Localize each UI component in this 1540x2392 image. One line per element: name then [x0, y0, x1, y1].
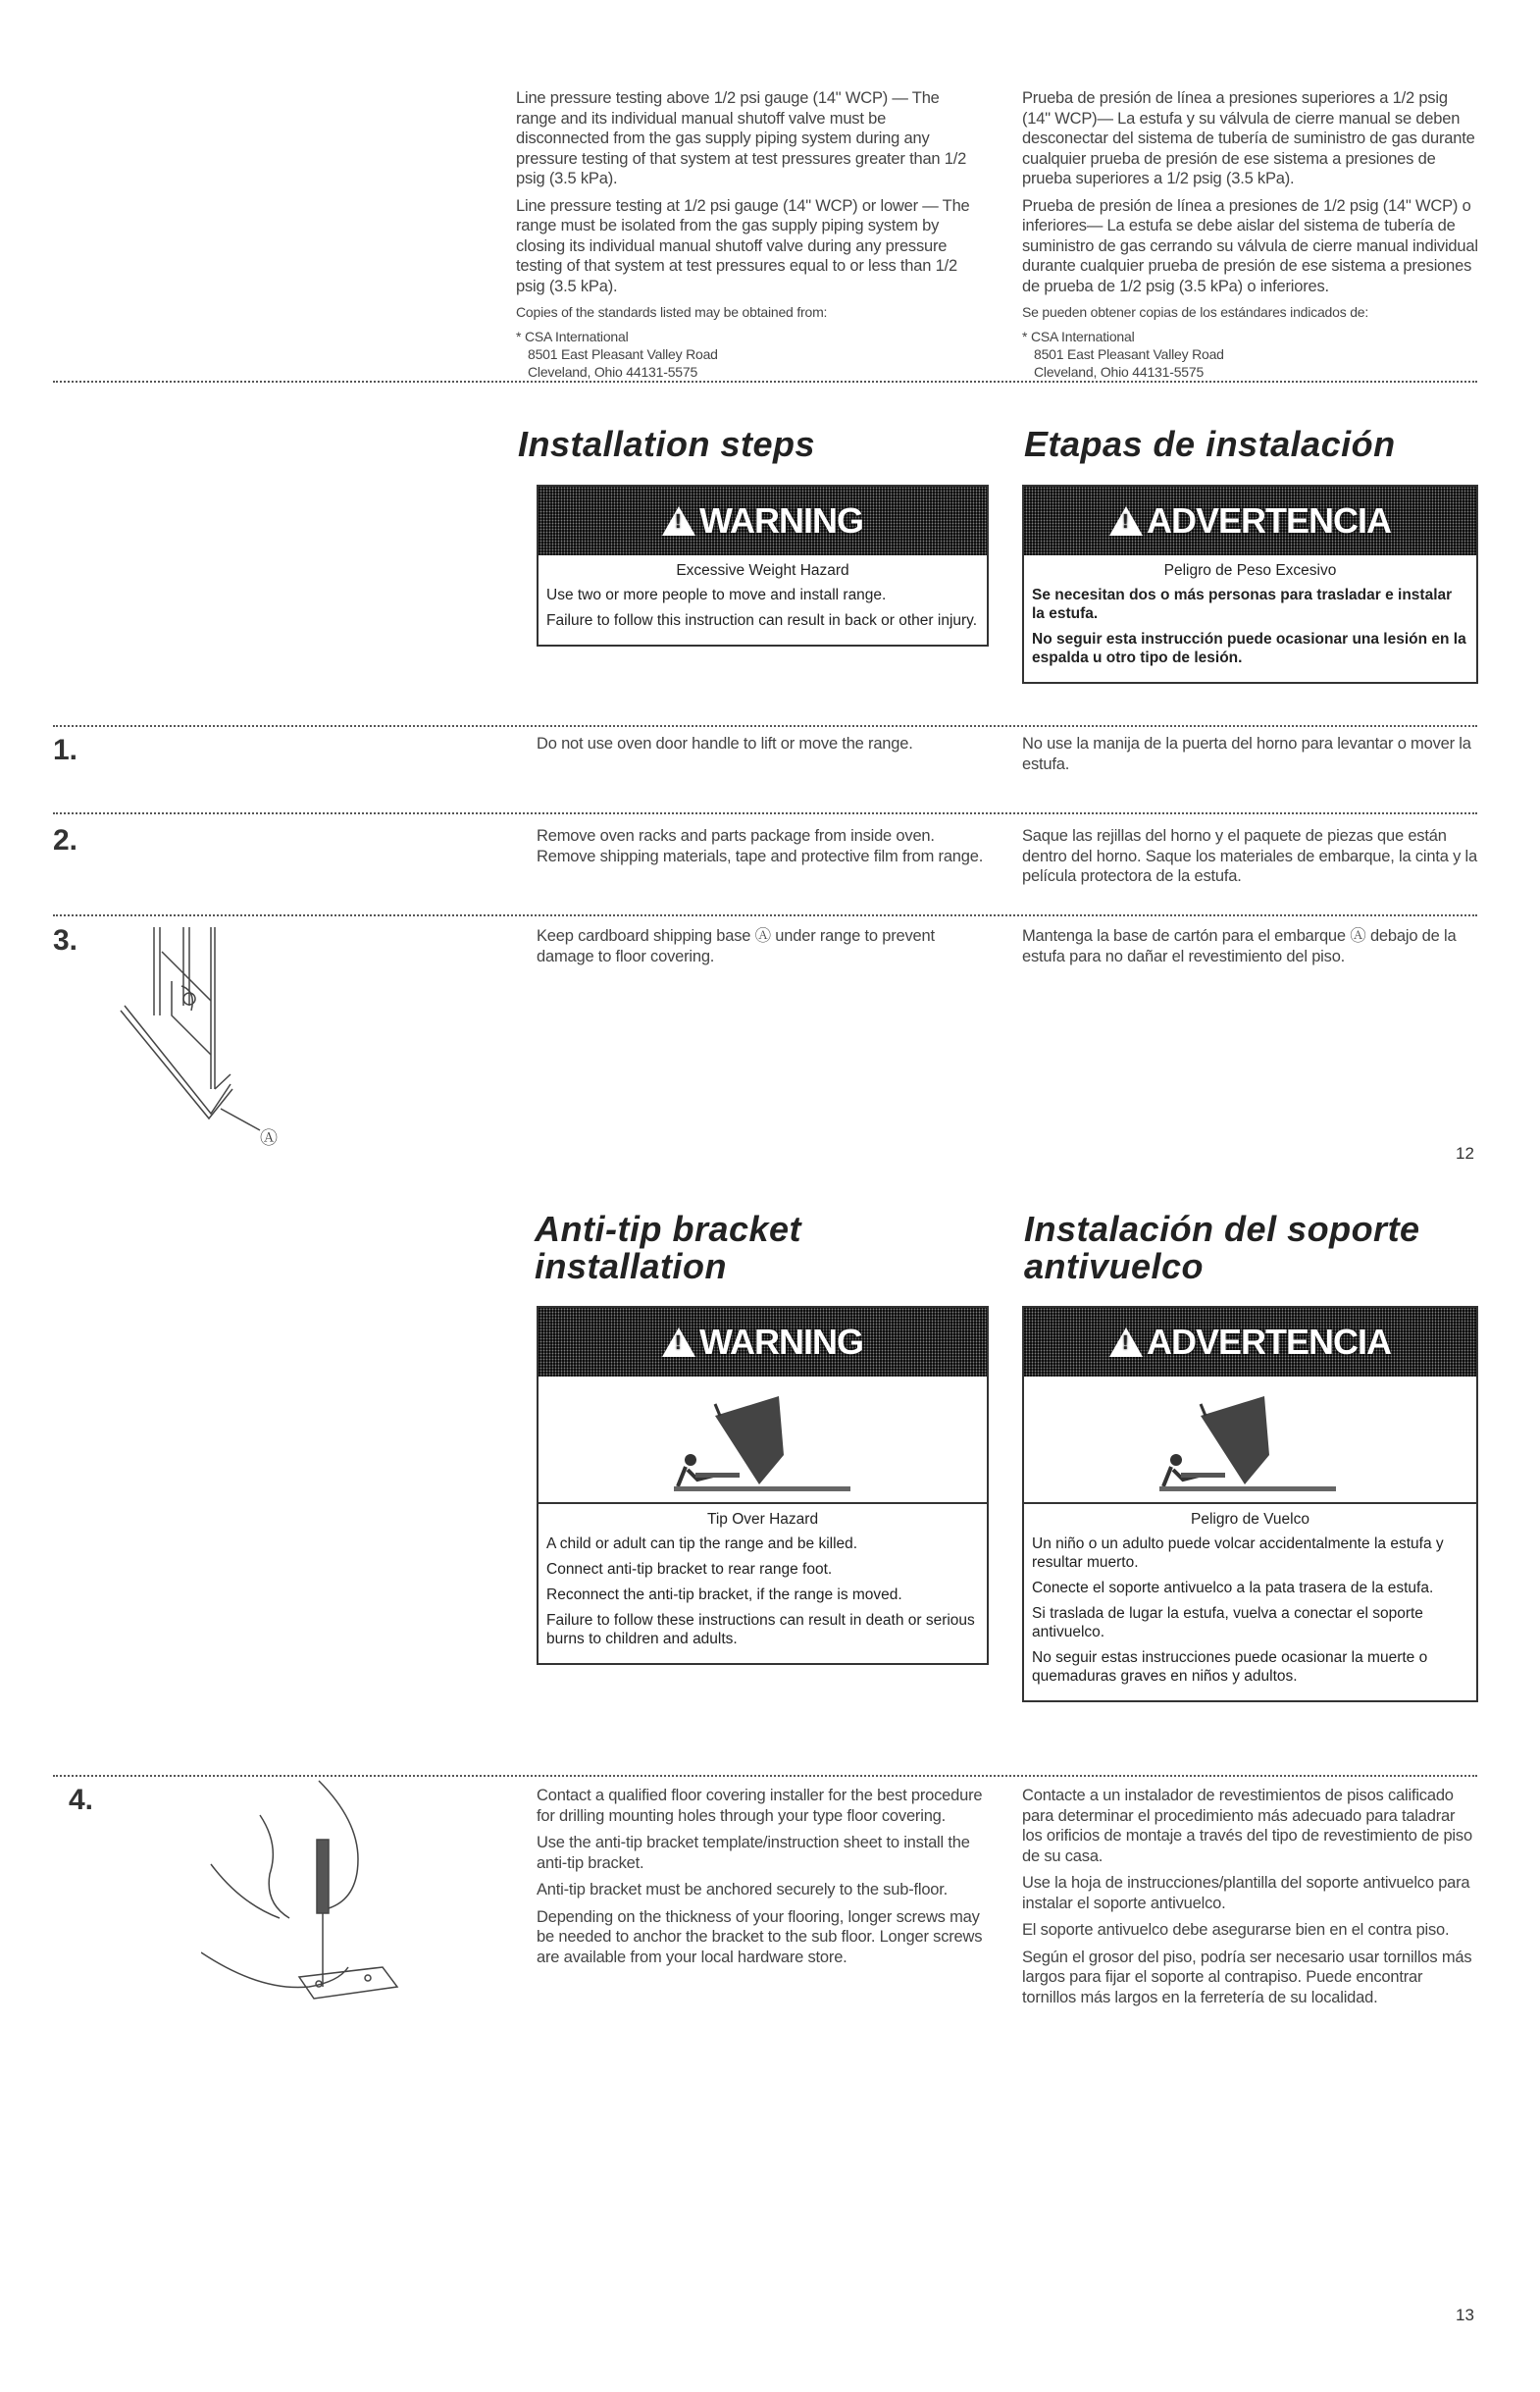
warning-triangle-icon: [1109, 1327, 1143, 1357]
gas-testing-en: [516, 88, 972, 381]
warning-header: [1024, 1308, 1476, 1377]
step-number: 4.: [69, 1784, 94, 1816]
warning-line: Si traslada de lugar la estufa, vuelva a conectar el soporte antivuelco.: [1032, 1605, 1423, 1640]
address-line: Cleveland, Ohio 44131-5575: [528, 364, 698, 380]
warning-line: No seguir esta instrucción puede ocasionar una lesión en la espalda u otro tipo de lesión.: [1032, 631, 1466, 666]
warning-line: Connect anti-tip bracket to rear range foot.: [546, 1561, 833, 1578]
step4-text-en: [537, 1786, 993, 1974]
warning-box-es: [1022, 1306, 1478, 1702]
step-number: 3.: [53, 924, 78, 957]
page-number: 12: [1456, 1144, 1474, 1163]
step-text-en: Keep cardboard shipping base Ⓐ under range to prevent damage to floor covering.: [537, 927, 935, 965]
step-text-es: Mantenga la base de cartón para el embarque Ⓐ debajo de la estufa para no dañar el revestimiento del piso.: [1022, 927, 1457, 965]
paragraph: Depending on the thickness of your flooring, longer screws may be needed to anchor the bracket to the sub floor. Longer screws are available from your local hardware store.: [537, 1907, 983, 1966]
warning-title: ADVERTENCIA: [1146, 1322, 1391, 1362]
warning-triangle-icon: [662, 506, 695, 536]
section-title-en: Anti-tip bracket installation: [535, 1209, 802, 1286]
warning-line: Conecte el soporte antivuelco a la pata trasera de la estufa.: [1032, 1580, 1434, 1596]
warning-title: WARNING: [699, 500, 863, 541]
warning-box-es: [1022, 485, 1478, 684]
paragraph: Prueba de presión de línea a presiones superiores a 1/2 psig (14" WCP)— La estufa y su válvula de cierre manual se deben desconectar del sistema de tubería de suministro de gas durante cualquier prueba de presión de ese sistema a presiones de prueba superiores a 1/2 psig (3.5 kPa).: [1022, 89, 1475, 187]
divider: [53, 914, 1477, 916]
warning-header: [539, 1308, 987, 1377]
divider: [53, 812, 1477, 814]
paragraph: Copies of the standards listed may be obtained from:: [516, 304, 828, 320]
warning-title: ADVERTENCIA: [1146, 500, 1391, 541]
tip-over-pictogram: [1024, 1377, 1476, 1504]
warning-line: A child or adult can tip the range and be killed.: [546, 1535, 858, 1552]
step-text-en: Remove oven racks and parts package from inside oven. Remove shipping materials, tape and protective film from range.: [537, 827, 984, 865]
step-number: 2.: [53, 824, 78, 857]
warning-box-en: [537, 1306, 989, 1665]
warning-line: Use two or more people to move and install range.: [546, 587, 887, 603]
divider: [53, 725, 1477, 727]
step-text-es: Saque las rejillas del horno y el paquete de piezas que están dentro del horno. Saque los materiales de embarque, la cinta y la película protectora de la estufa.: [1022, 827, 1477, 885]
warning-header: [1024, 487, 1476, 555]
hazard-title: Peligro de Vuelco: [1191, 1511, 1309, 1528]
step-number: 1.: [53, 734, 78, 766]
address-line: 8501 East Pleasant Valley Road: [1034, 346, 1224, 362]
warning-line: No seguir estas instrucciones puede ocasionar la muerte o quemaduras graves en niños y adultos.: [1032, 1649, 1428, 1685]
paragraph: Prueba de presión de línea a presiones de 1/2 psig (14" WCP) o inferiores— La estufa se debe aislar del sistema de tubería de suministro de gas cerrando su válvula de cierre manual individual durante cualquier prueba de presión de ese sistema a presiones de prueba de 1/2 psig (3.5 kPa) o inferiores.: [1022, 196, 1478, 295]
paragraph: Use la hoja de instrucciones/plantilla del soporte antivuelco para instalar el soporte antivuelco.: [1022, 1874, 1470, 1912]
paragraph: Contacte a un instalador de revestimientos de pisos calificado para determinar el procedimiento más adecuado para taladrar los orificios de montaje a través del tipo de revestimiento de piso de su casa.: [1022, 1787, 1472, 1865]
section-title-es: Etapas de instalación: [1024, 424, 1396, 464]
step-text-en: Do not use oven door handle to lift or move the range.: [537, 735, 913, 753]
paragraph: Use the anti-tip bracket template/instruction sheet to install the anti-tip bracket.: [537, 1834, 970, 1872]
hazard-title: Excessive Weight Hazard: [676, 562, 849, 579]
step-text-es: No use la manija de la puerta del horno para levantar o mover la estufa.: [1022, 735, 1471, 773]
warning-triangle-icon: [662, 1327, 695, 1357]
address-line: * CSA International: [516, 329, 629, 344]
section-title-es: Instalación del soporte antivuelco: [1024, 1209, 1420, 1286]
gas-testing-es: [1022, 88, 1478, 381]
warning-triangle-icon: [1109, 506, 1143, 536]
warning-line: Reconnect the anti-tip bracket, if the range is moved.: [546, 1586, 902, 1603]
paragraph: Anti-tip bracket must be anchored securely to the sub-floor.: [537, 1881, 949, 1898]
step4-text-es: [1022, 1786, 1478, 2014]
hazard-title: Peligro de Peso Excesivo: [1163, 562, 1337, 579]
address-line: * CSA International: [1022, 329, 1135, 344]
warning-header: [539, 487, 987, 555]
hazard-title: Tip Over Hazard: [706, 1511, 819, 1528]
paragraph: Line pressure testing above 1/2 psi gauge (14" WCP) — The range and its individual manual shutoff valve must be disconnected from the gas supply piping system during any pressure testing of that system at test pressures greater than 1/2 psig (3.5 kPa).: [516, 89, 967, 187]
address-line: 8501 East Pleasant Valley Road: [528, 346, 718, 362]
paragraph: Se pueden obtener copias de los estándares indicados de:: [1022, 304, 1369, 320]
divider: [53, 381, 1477, 383]
paragraph: Contact a qualified floor covering installer for the best procedure for drilling mounting holes through your type floor covering.: [537, 1787, 983, 1825]
warning-line: Failure to follow this instruction can result in back or other injury.: [546, 612, 978, 629]
warning-title: WARNING: [699, 1322, 863, 1362]
section-title-en: Installation steps: [518, 424, 816, 464]
paragraph: El soporte antivuelco debe asegurarse bien en el contra piso.: [1022, 1921, 1450, 1939]
drilling-illustration: [201, 1776, 417, 2041]
shipping-base-illustration: [113, 922, 407, 1158]
warning-line: Un niño o un adulto puede volcar accidentalmente la estufa y resultar muerto.: [1032, 1535, 1444, 1571]
warning-line: Se necesitan dos o más personas para trasladar e instalar la estufa.: [1032, 587, 1453, 622]
paragraph: Line pressure testing at 1/2 psi gauge (14" WCP) or lower — The range must be isolated from the gas supply piping system by closing its individual manual shutoff valve during any pressure testing of that system at test pressures equal to or less than 1/2 psig (3.5 kPa).: [516, 196, 970, 295]
warning-box-en: [537, 485, 989, 647]
address-line: Cleveland, Ohio 44131-5575: [1034, 364, 1205, 380]
warning-line: Failure to follow these instructions can result in death or serious burns to children and adults.: [546, 1612, 975, 1647]
page-number: 13: [1456, 2306, 1474, 2324]
tip-over-pictogram: [539, 1377, 987, 1504]
callout-label: Ⓐ: [260, 1128, 278, 1148]
paragraph: Según el grosor del piso, podría ser necesario usar tornillos más largos para fijar el soporte al contrapiso. Puede encontrar tornillos más largos en la ferretería de su localidad.: [1022, 1948, 1472, 2006]
